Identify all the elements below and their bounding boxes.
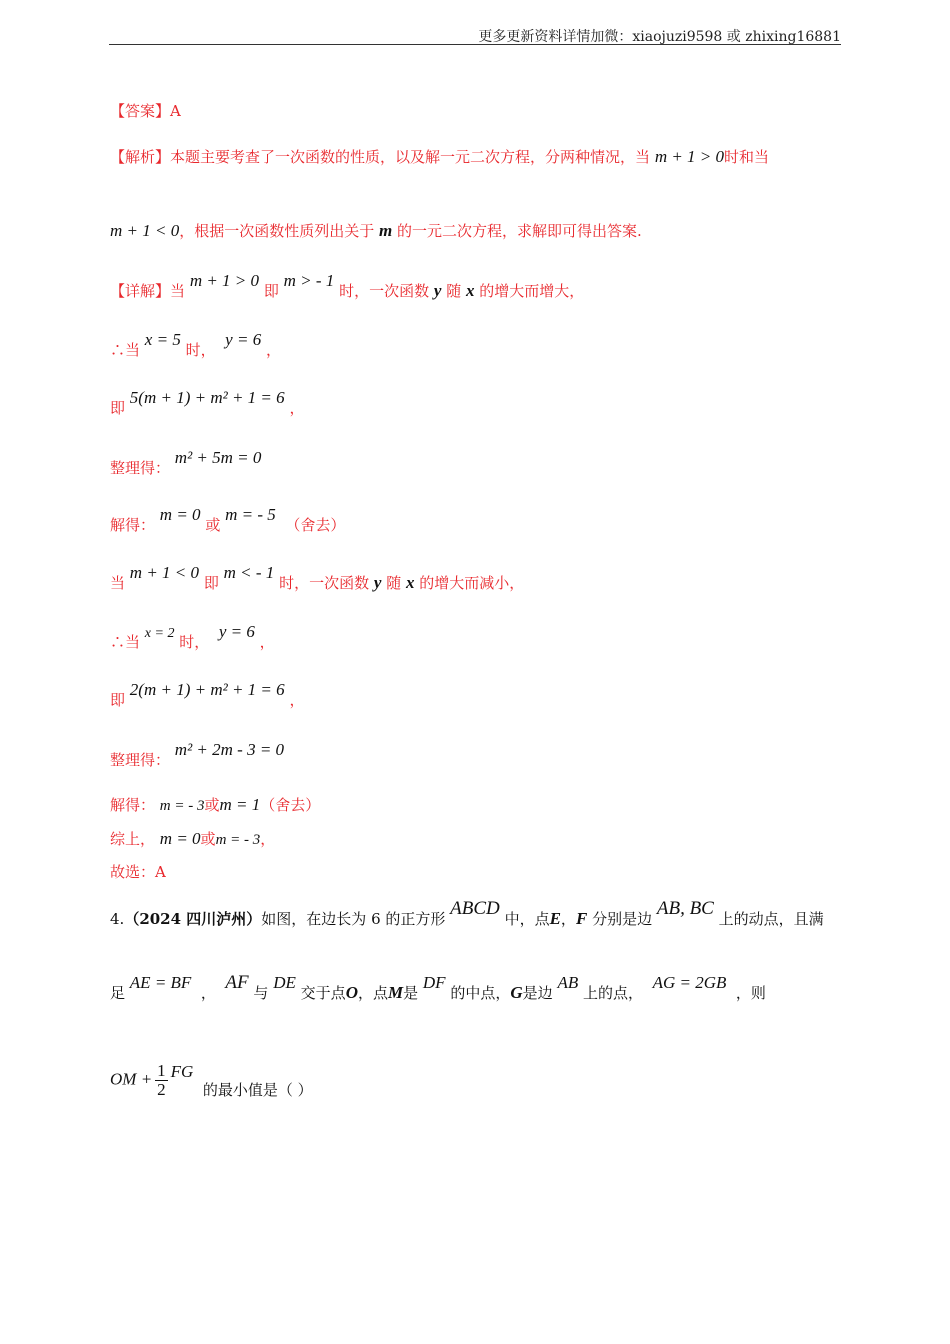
question-text: 与 [253, 984, 269, 1002]
detail-text: （舍去） [260, 796, 321, 814]
question-math: AE = BF [129, 973, 192, 992]
detail-text: 随 [446, 282, 462, 300]
detail-text: ， [265, 341, 281, 359]
detail-math: m = 0 [159, 829, 201, 848]
detail-math: 5(m + 1) + m² + 1 = 6 [129, 388, 285, 407]
detail-math: x = 5 [144, 330, 181, 349]
detail-text: 或 [204, 796, 220, 814]
detail-text: 当 [170, 282, 186, 300]
header-divider [109, 44, 841, 45]
question-math: AG = 2GB [652, 973, 727, 992]
detail-text: 或 [205, 516, 221, 534]
question-var: E [549, 909, 561, 928]
question-text: ， [200, 984, 216, 1002]
question-var: F [575, 909, 588, 928]
detail-text: 即 [263, 282, 279, 300]
question-text: 的中点， [450, 984, 511, 1002]
detail-math: y = 6 [218, 622, 255, 641]
detail-line-2 [110, 330, 281, 360]
answer-tag: 【答案】 [110, 102, 171, 120]
detail-math: m + 1 > 0 [189, 271, 260, 290]
analysis-text: 的一元二次方程，求解即可得出答案. [397, 222, 642, 240]
detail-text: 的增大而增大， [479, 282, 585, 300]
question-number: 4. [110, 910, 125, 928]
detail-text: 或 [200, 830, 216, 848]
detail-line-10 [110, 795, 320, 816]
question-text: 是 [403, 984, 419, 1002]
detail-text: 时， [179, 633, 210, 651]
detail-math: m² + 5m = 0 [174, 448, 262, 467]
detail-math: m + 1 < 0 [129, 563, 200, 582]
question-math: ABCD [450, 898, 500, 919]
detail-math: x = 2 [144, 626, 175, 641]
question-text: 如图，在边长为 6 的正方形 [261, 910, 446, 928]
detail-line-12 [110, 862, 166, 882]
question-text: 上的动点，且满 [718, 910, 824, 928]
question-text: ，则 [735, 984, 766, 1002]
detail-math: m = - 5 [225, 505, 276, 524]
header-contact: 更多更新资料详情加微：xiaojuzi9598 或 zhixing16881 [478, 29, 841, 45]
detail-line-9 [110, 740, 285, 770]
detail-text: ， [289, 691, 305, 709]
detail-text: ， [259, 633, 275, 651]
detail-text: 整理得： [110, 459, 171, 477]
detail-line-7 [110, 622, 275, 654]
answer-line [110, 101, 181, 121]
question-line-1 [110, 898, 824, 929]
detail-text: 的增大而减小， [419, 574, 525, 592]
detail-text: 故选： [110, 863, 156, 881]
detail-math: m > - 1 [283, 271, 335, 290]
detail-answer: A [155, 863, 166, 881]
question-math: DF [422, 973, 446, 992]
detail-text: 解得： [110, 516, 156, 534]
detail-text: ， [260, 830, 276, 848]
question-math: AB, BC [656, 898, 714, 919]
analysis-var-m: m [379, 221, 393, 240]
detail-text: 时， [185, 341, 216, 359]
analysis-tag: 【解析】 [110, 148, 171, 166]
detail-text: 解得： [110, 796, 156, 814]
detail-math: m = 1 [219, 795, 261, 814]
detail-text: 整理得： [110, 751, 171, 769]
question-line-2 [110, 972, 766, 1003]
detail-text: 随 [386, 574, 402, 592]
detail-line-5 [110, 505, 346, 535]
detail-math: m² + 2m - 3 = 0 [174, 740, 285, 759]
question-math: DE [273, 973, 296, 992]
analysis-math-2: m + 1 < 0 [110, 221, 180, 240]
detail-math: 2(m + 1) + m² + 1 = 6 [129, 680, 285, 699]
detail-text: 当 [110, 574, 126, 592]
answer-value: A [170, 102, 181, 120]
detail-text: 即 [110, 399, 126, 417]
detail-text: （舍去） [285, 516, 346, 534]
detail-text: ， [289, 399, 305, 417]
detail-text: 综上， [110, 830, 156, 848]
question-text: 的最小值是（ ） [202, 1080, 313, 1099]
analysis-line-2 [110, 221, 642, 241]
question-text: 中，点 [504, 910, 550, 928]
question-text: ， [560, 910, 576, 928]
detail-math: m = - 3 [215, 832, 261, 848]
question-text: 交于点 [300, 984, 346, 1002]
question-math: AF [225, 972, 249, 993]
detail-math: m < - 1 [223, 563, 275, 582]
detail-line-3 [110, 388, 305, 418]
fraction-numerator: 1 [157, 1061, 166, 1080]
question-math: FG [170, 1061, 194, 1081]
analysis-line-1 [110, 147, 769, 167]
question-var: G [510, 983, 523, 1002]
detail-text: 即 [110, 691, 126, 709]
question-math: OM + [110, 1069, 153, 1089]
detail-line-8 [110, 680, 305, 710]
question-text: 上的点， [583, 984, 644, 1002]
detail-var: x [405, 573, 415, 592]
detail-math: m = 0 [159, 505, 201, 524]
detail-line-1 [110, 271, 585, 301]
question-text: 分别是边 [592, 910, 653, 928]
analysis-math-1: m + 1 > 0 [654, 147, 725, 166]
detail-text: ∴当 [110, 341, 141, 359]
detail-line-11 [110, 829, 275, 850]
question-math: AB [557, 973, 579, 992]
detail-var: y [433, 281, 442, 300]
detail-text: 时，一次函数 [339, 282, 430, 300]
detail-math: m = - 3 [159, 798, 205, 814]
detail-line-4 [110, 448, 262, 478]
question-source: （2024 四川泸州） [124, 910, 262, 928]
question-line-3 [110, 1062, 313, 1099]
question-text: 足 [110, 984, 126, 1002]
analysis-text: 本题主要考查了一次函数的性质，以及解一元二次方程，分两种情况，当 [170, 148, 651, 166]
detail-line-6 [110, 563, 525, 593]
detail-text: 即 [203, 574, 219, 592]
analysis-text: ，根据一次函数性质列出关于 [179, 222, 375, 240]
detail-var: x [466, 281, 475, 300]
question-text: 是边 [522, 984, 553, 1002]
detail-text: ∴当 [110, 633, 141, 651]
detail-tag: 【详解】 [110, 282, 171, 300]
detail-text: 时，一次函数 [279, 574, 370, 592]
question-var: O [345, 983, 358, 1002]
question-var: M [387, 983, 404, 1002]
detail-math: y = 6 [225, 330, 262, 349]
fraction-one-half [155, 1062, 168, 1099]
analysis-text: 时和当 [724, 148, 770, 166]
question-text: ，点 [357, 984, 388, 1002]
fraction-denominator: 2 [157, 1080, 166, 1099]
detail-var: y [373, 573, 382, 592]
